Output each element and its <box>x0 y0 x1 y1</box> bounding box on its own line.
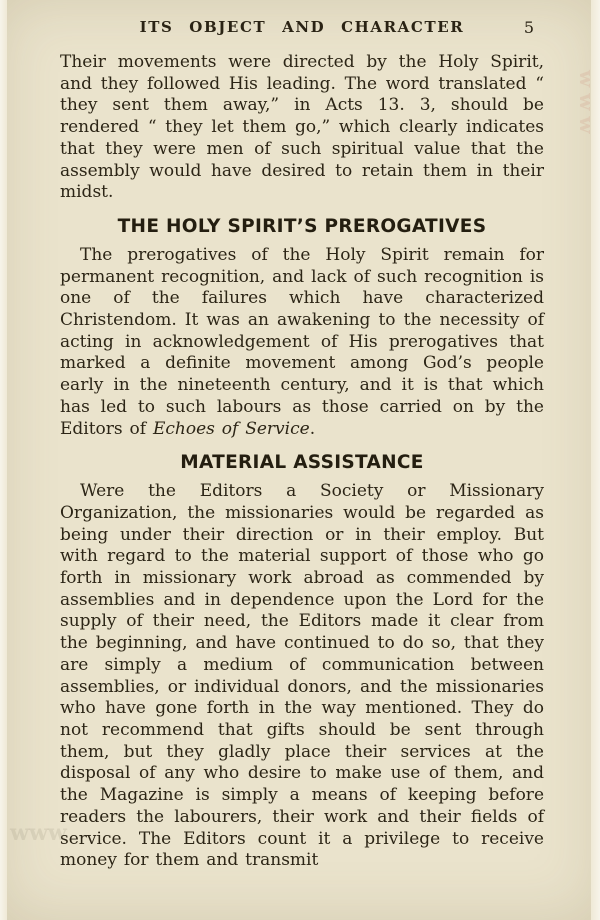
watermark: www <box>575 70 599 140</box>
paragraph-2 <box>60 245 544 440</box>
paragraph-1: Their movements were directed by the Holy Spirit, and they followed His leading. The word translated “ they sent them away,” in Acts 13. 3, should be rendered “ they let them go,” which clearly indicates that they were men of such spiritual value that the assembly would have desired to retain them in their midst. <box>60 52 544 203</box>
section-heading-holy-spirits-prerogatives: THE HOLY SPIRIT’S PREROGATIVES <box>117 215 487 237</box>
italic-publication-title: Echoes of Service <box>152 418 310 439</box>
paragraph-2-end: . <box>309 418 316 439</box>
page-number: 5 <box>523 18 534 37</box>
paragraph-2-text: The prerogatives of the Holy Spirit remain for permanent recognition, and lack of such recognition is one of the failures which have characterized Christendom. It was an awakening to the necessity of acting in acknowledgement of His prerogatives that marked a definite movement among God’s people early in the nineteenth century, and it is that which has led to such labours as those carried on by the Editors of <box>60 244 544 439</box>
paragraph-3: Were the Editors a Society or Missionary Organization, the missionaries would be regarded as being under their direction or in their employ. But with regard to the material support of those who go forth in missionary work abroad as commended by assemblies and in dependence upon the Lord for the supply of their need, the Editors made it clear from the beginning, and have continued to do so, that they are simply a medium of communication between assemblies, or individual donors, and the missionaries who have gone forth in the way mentioned. They do not recommend that gifts should be sent through them, but they gladly place their services at the disposal of any who desire to make use of them, and the Magazine is simply a means of keeping before readers the labourers, their work and their fields of service. The Editors count it a privilege to receive money for them and transmit <box>60 481 544 871</box>
running-title: ITS OBJECT AND CHARACTER <box>139 18 465 36</box>
section-heading-material-assistance: MATERIAL ASSISTANCE <box>180 452 424 474</box>
page-header <box>60 18 544 36</box>
watermark: www <box>10 820 67 846</box>
page-edge-left <box>0 0 7 920</box>
page-edge-right <box>591 0 600 920</box>
